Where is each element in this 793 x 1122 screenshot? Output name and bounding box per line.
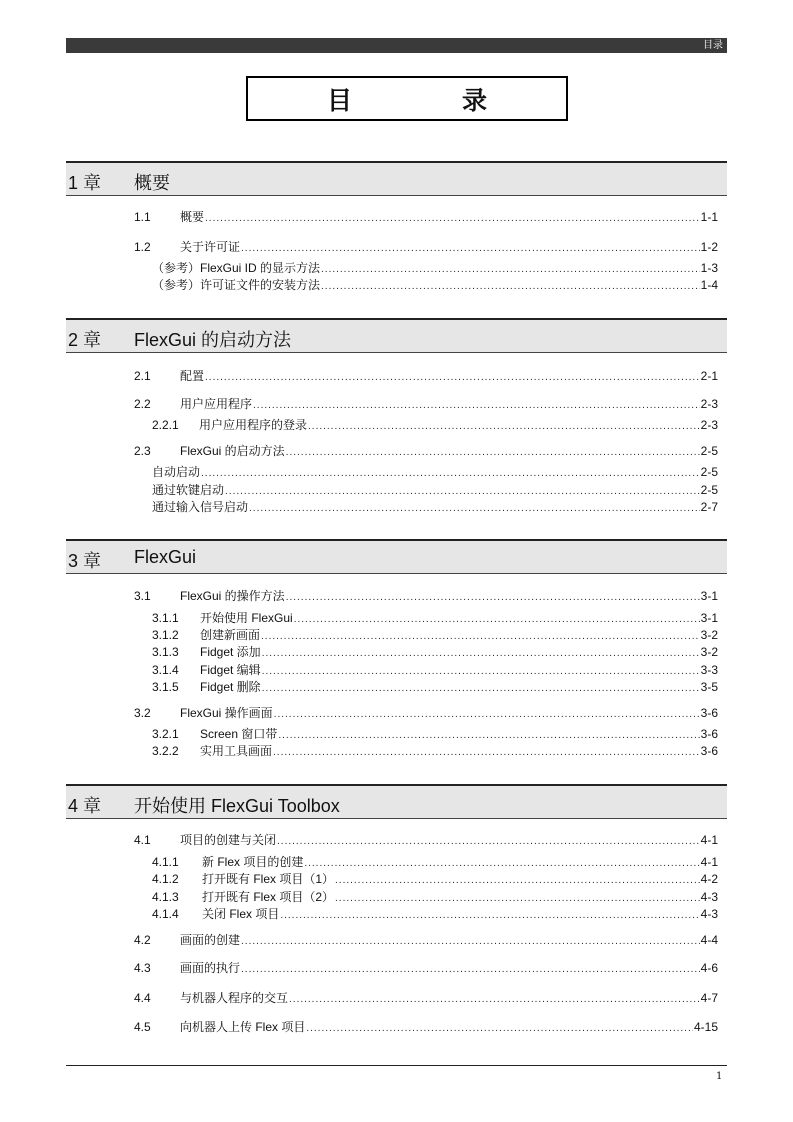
entry-page: 2-7 — [700, 500, 718, 514]
footer-rule — [66, 1065, 727, 1066]
entry-label: （参考）FlexGui ID 的显示方法 — [152, 261, 321, 275]
chapter-number: 1 章 — [68, 173, 102, 193]
toc-entry-4-4[interactable] — [134, 991, 718, 1007]
entry-number: 3.2.2 — [152, 744, 179, 758]
entry-page: 2-5 — [700, 444, 718, 458]
toc-entry-3-1-2[interactable] — [152, 628, 718, 644]
entry-number: 4.1.2 — [152, 872, 179, 886]
entry-page: 1-2 — [700, 240, 718, 254]
entry-number: 2.2.1 — [152, 418, 179, 432]
leader-dots — [321, 263, 700, 277]
leader-dots — [277, 835, 700, 849]
entry-page: 2-3 — [700, 397, 718, 411]
entry-number: 3.1.2 — [152, 628, 179, 642]
title-char-2: 录 — [462, 85, 488, 115]
header-label: 目录 — [703, 40, 723, 51]
leader-dots — [225, 485, 700, 499]
leader-dots — [306, 1022, 693, 1036]
toc-entry-3-2-1[interactable] — [152, 727, 718, 743]
toc-entry-3-1-4[interactable] — [152, 663, 718, 679]
entry-label: 实用工具画面 — [200, 744, 273, 758]
chapter-number: 3 章 — [68, 551, 102, 571]
entry-page: 3-6 — [700, 706, 718, 720]
toc-entry-1-2[interactable] — [134, 240, 718, 256]
toc-entry-4-2[interactable] — [134, 933, 718, 949]
toc-entry-2-3[interactable] — [134, 444, 718, 460]
leader-dots — [278, 729, 699, 743]
leader-dots — [262, 682, 700, 696]
entry-label: 向机器人上传 Flex 项目 — [180, 1020, 306, 1034]
page-title — [246, 76, 568, 121]
leader-dots — [280, 909, 699, 923]
toc-entry-4-1-1[interactable] — [152, 855, 718, 871]
toc-entry-3-1-1[interactable] — [152, 611, 718, 627]
header-bar — [66, 38, 727, 53]
toc-entry-4-1-2[interactable] — [152, 872, 718, 888]
leader-dots — [241, 935, 700, 949]
leader-dots — [205, 212, 700, 226]
chapter-title: 概要 — [134, 173, 170, 193]
toc-entry-1-ref-license[interactable] — [152, 278, 718, 294]
entry-page: 4-1 — [700, 855, 718, 869]
entry-number: 3.2 — [134, 706, 151, 720]
entry-number: 4.3 — [134, 961, 151, 975]
entry-number: 3.1.1 — [152, 611, 179, 625]
entry-number: 4.2 — [134, 933, 151, 947]
chapter-title: FlexGui — [134, 547, 197, 567]
entry-label: 用户应用程序的登录 — [199, 418, 308, 432]
leader-dots — [262, 647, 700, 661]
leader-dots — [321, 280, 700, 294]
leader-dots — [261, 630, 700, 644]
entry-page: 1-4 — [700, 278, 718, 292]
entry-label: 关闭 Flex 项目 — [202, 907, 280, 921]
toc-entry-4-1[interactable] — [134, 833, 718, 849]
entry-page: 3-2 — [700, 628, 718, 642]
toc-entry-2-2[interactable] — [134, 397, 718, 413]
leader-dots — [286, 591, 700, 605]
entry-label: 打开既有 Flex 项目（1） — [202, 872, 335, 886]
chapter-3-heading — [66, 539, 727, 574]
entry-number: 4.1.1 — [152, 855, 179, 869]
toc-entry-1-ref-id[interactable] — [152, 261, 718, 277]
toc-entry-4-1-3[interactable] — [152, 890, 718, 906]
entry-number: 1.1 — [134, 210, 151, 224]
toc-entry-3-1[interactable] — [134, 589, 718, 605]
leader-dots — [241, 242, 700, 256]
entry-page: 3-5 — [700, 680, 718, 694]
leader-dots — [308, 420, 700, 434]
entry-label: FlexGui 的启动方法 — [180, 444, 285, 458]
chapter-number: 4 章 — [68, 796, 102, 816]
leader-dots — [304, 857, 699, 871]
toc-entry-2-auto-start[interactable] — [152, 465, 718, 481]
toc-entry-3-2-2[interactable] — [152, 744, 718, 760]
entry-page: 3-6 — [700, 727, 718, 741]
toc-entry-2-2-1[interactable] — [152, 418, 718, 434]
entry-label: FlexGui 操作画面 — [180, 706, 273, 720]
entry-number: 4.1 — [134, 833, 151, 847]
entry-number: 3.1.5 — [152, 680, 179, 694]
entry-number: 3.1.3 — [152, 645, 179, 659]
chapter-4-heading — [66, 784, 727, 819]
leader-dots — [289, 993, 700, 1007]
entry-page: 4-4 — [700, 933, 718, 947]
entry-page: 3-1 — [700, 589, 718, 603]
entry-page: 4-2 — [700, 872, 718, 886]
entry-page: 4-3 — [700, 907, 718, 921]
entry-page: 2-3 — [700, 418, 718, 432]
entry-label: 概要 — [180, 210, 205, 224]
entry-label: 与机器人程序的交互 — [180, 991, 289, 1005]
leader-dots — [335, 874, 700, 888]
leader-dots — [274, 708, 700, 722]
leader-dots — [273, 746, 700, 760]
entry-label: 通过软键启动 — [152, 483, 225, 497]
entry-label: （参考）许可证文件的安装方法 — [152, 278, 321, 292]
toc-entry-2-1[interactable] — [134, 369, 718, 385]
entry-page: 4-7 — [700, 991, 718, 1005]
toc-entry-3-2[interactable] — [134, 706, 718, 722]
chapter-1-heading — [66, 161, 727, 196]
toc-entry-2-softkey-start[interactable] — [152, 483, 718, 499]
entry-label: 用户应用程序 — [180, 397, 253, 411]
chapter-title: FlexGui 的启动方法 — [134, 330, 292, 350]
entry-label: 关于许可证 — [180, 240, 241, 254]
chapter-title: 开始使用 FlexGui Toolbox — [134, 796, 340, 816]
chapter-2-heading — [66, 318, 727, 353]
leader-dots — [286, 446, 700, 460]
leader-dots — [294, 613, 700, 627]
entry-page: 1-1 — [700, 210, 718, 224]
toc-entry-4-5[interactable] — [134, 1020, 718, 1036]
entry-number: 2.3 — [134, 444, 151, 458]
title-char-1: 目 — [326, 85, 352, 115]
entry-number: 4.4 — [134, 991, 151, 1005]
entry-page: 1-3 — [700, 261, 718, 275]
toc-entry-3-1-3[interactable] — [152, 645, 718, 661]
entry-page: 3-2 — [700, 645, 718, 659]
entry-label: 画面的执行 — [180, 961, 241, 975]
leader-dots — [249, 502, 700, 516]
entry-label: FlexGui 的操作方法 — [180, 589, 285, 603]
entry-label: Screen 窗口带 — [200, 727, 278, 741]
leader-dots — [262, 665, 700, 679]
entry-label: 打开既有 Flex 项目（2） — [202, 890, 335, 904]
entry-page: 3-3 — [700, 663, 718, 677]
page-number: 1 — [716, 1071, 723, 1082]
entry-label: 开始使用 FlexGui — [200, 611, 293, 625]
entry-number: 1.2 — [134, 240, 151, 254]
toc-entry-3-1-5[interactable] — [152, 680, 718, 696]
entry-label: 通过输入信号启动 — [152, 500, 249, 514]
entry-number: 2.1 — [134, 369, 151, 383]
entry-label: 项目的创建与关闭 — [180, 833, 277, 847]
entry-page: 4-1 — [700, 833, 718, 847]
entry-number: 4.1.4 — [152, 907, 179, 921]
leader-dots — [201, 467, 700, 481]
entry-label: 创建新画面 — [200, 628, 261, 642]
entry-page: 4-15 — [693, 1020, 718, 1034]
entry-page: 3-6 — [700, 744, 718, 758]
entry-label: 自动启动 — [152, 465, 201, 479]
leader-dots — [205, 371, 700, 385]
entry-page: 2-1 — [700, 369, 718, 383]
entry-number: 2.2 — [134, 397, 151, 411]
entry-page: 2-5 — [700, 465, 718, 479]
toc-entry-1-1[interactable] — [134, 210, 718, 226]
chapter-number: 2 章 — [68, 330, 102, 350]
entry-page: 4-6 — [700, 961, 718, 975]
entry-page: 2-5 — [700, 483, 718, 497]
entry-label: Fidget 删除 — [200, 680, 261, 694]
leader-dots — [335, 892, 700, 906]
entry-number: 4.5 — [134, 1020, 151, 1034]
entry-label: 新 Flex 项目的创建 — [202, 855, 304, 869]
entry-number: 3.1 — [134, 589, 151, 603]
entry-page: 3-1 — [700, 611, 718, 625]
entry-label: 画面的创建 — [180, 933, 241, 947]
entry-label: Fidget 添加 — [200, 645, 261, 659]
entry-label: 配置 — [180, 369, 205, 383]
toc-entry-2-signal-start[interactable] — [152, 500, 718, 516]
leader-dots — [241, 963, 700, 977]
toc-entry-4-3[interactable] — [134, 961, 718, 977]
entry-label: Fidget 编辑 — [200, 663, 261, 677]
entry-number: 3.2.1 — [152, 727, 179, 741]
leader-dots — [253, 399, 700, 413]
entry-page: 4-3 — [700, 890, 718, 904]
entry-number: 3.1.4 — [152, 663, 179, 677]
toc-entry-4-1-4[interactable] — [152, 907, 718, 923]
entry-number: 4.1.3 — [152, 890, 179, 904]
